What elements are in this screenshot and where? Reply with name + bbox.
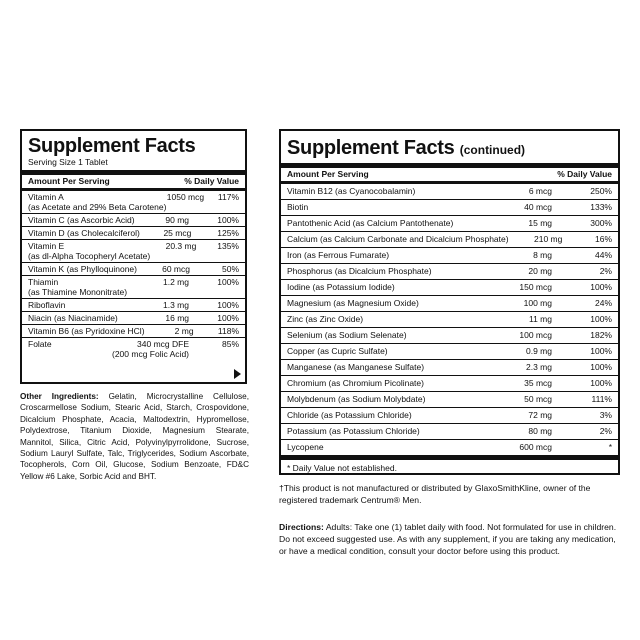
panel-title-text: Supplement Facts [287,137,455,159]
nutrient-row [22,298,245,311]
nutrient-name [287,313,487,326]
nutrient-name [287,281,487,294]
nutrient-name-text: Pantothenic Acid (as Calcium Pantothenate) [287,218,454,228]
nutrient-name [287,377,487,390]
nutrient-name [287,361,487,374]
nutrient-amount [79,339,189,359]
nutrient-name [287,297,487,310]
nutrient-name-text: Thiamin [28,277,59,287]
nutrient-name [287,425,487,438]
nutrient-amount-text: 150 mcg [519,282,552,292]
nutrient-name-text: Chromium (as Chromium Picolinate) [287,378,424,388]
nutrient-amount-text: 2 mg [174,326,194,336]
nutrient-amount [135,215,189,225]
nutrient-amount-text: 90 mg [165,215,189,225]
nutrient-amount-text: 0.9 mg [526,346,552,356]
nutrient-name-text: Vitamin A [28,192,64,202]
nutrient-daily-value: 44% [594,250,612,260]
nutrient-name-text: Selenium (as Sodium Selenate) [287,330,407,340]
nutrient-amount [487,377,552,390]
nutrient-amount-text: 2.3 mg [526,362,552,372]
nutrient-row [281,247,618,263]
nutrient-daily-value: 125% [217,228,239,238]
nutrient-name-text: Iodine (as Potassium Iodide) [287,282,395,292]
nutrient-name [287,249,487,262]
nutrient-row [281,343,618,359]
nutrient-daily-value: 3% [599,410,612,420]
nutrient-row [22,226,245,239]
nutrient-name-text: Lycopene [287,442,324,452]
column-header [281,168,618,181]
nutrient-row [281,199,618,215]
nutrient-amount-text: 60 mcg [162,264,190,274]
nutrient-amount-detail: (200 mcg Folic Acid) [112,349,189,359]
nutrient-daily-value: 100% [217,300,239,310]
nutrient-daily-value: * [608,442,612,452]
amount-per-serving-header: Amount Per Serving [28,176,110,186]
nutrient-amount [487,425,552,438]
nutrient-name [28,228,140,238]
nutrient-daily-value: 2% [599,266,612,276]
nutrient-daily-value: 100% [590,282,612,292]
nutrient-amount-text: 100 mg [523,298,552,308]
nutrient-amount [135,277,189,297]
nutrient-amount [487,329,552,342]
nutrient-name [28,277,135,297]
nutrient-amount [509,233,563,246]
nutrient-daily-value: 117% [217,192,239,202]
supplement-facts-panel-left [20,129,247,384]
nutrient-name-text: Vitamin B12 (as Cyanocobalamin) [287,186,416,196]
other-ingredients-label: Other Ingredients: [20,392,99,401]
nutrient-name [287,393,487,406]
nutrient-amount [145,326,194,336]
nutrient-name [287,409,487,422]
nutrient-name [28,241,150,261]
nutrient-amount [487,441,552,454]
nutrient-row [22,337,245,360]
directions-text: Adults: Take one (1) tablet daily with food. Not formulated for use in children. Do not exceed suggested use. As with any supplement, if you are taking any medication, or have a medical condition, consult your doctor before using this product. [279,522,617,556]
nutrient-daily-value: 135% [217,241,239,251]
nutrient-amount-text: 600 mcg [519,442,552,452]
nutrient-name [287,185,487,198]
nutrient-name-text: Vitamin C (as Ascorbic Acid) [28,215,135,225]
nutrient-daily-value: 100% [590,346,612,356]
nutrient-name [28,313,135,323]
nutrient-name [287,345,487,358]
nutrient-amount [487,217,552,230]
nutrient-amount-text: 80 mg [528,426,552,436]
nutrient-daily-value: 100% [590,314,612,324]
nutrient-amount-text: 1.3 mg [163,300,189,310]
nutrient-amount [135,300,189,310]
nutrient-row [22,239,245,262]
nutrient-row [22,311,245,324]
serving-size: Serving Size 1 Tablet [28,157,108,167]
panel-title: Supplement Facts [28,135,196,157]
nutrient-name [28,326,145,336]
nutrient-daily-value: 50% [221,264,239,274]
nutrient-name-text: Vitamin D (as Cholecalciferol) [28,228,140,238]
nutrient-name-text: Vitamin B6 (as Pyridoxine HCl) [28,326,145,336]
nutrient-amount-text: 20 mg [528,266,552,276]
nutrient-amount [166,192,204,212]
nutrient-amount [487,313,552,326]
nutrient-name-text: Magnesium (as Magnesium Oxide) [287,298,419,308]
nutrient-daily-value: 100% [590,378,612,388]
nutrient-amount [487,361,552,374]
nutrient-row [281,391,618,407]
nutrient-name-text: Copper (as Cupric Sulfate) [287,346,388,356]
nutrient-amount-text: 25 mcg [163,228,192,238]
nutrient-name-text: Iron (as Ferrous Fumarate) [287,250,390,260]
nutrient-amount-text: 210 mg [534,234,563,244]
nutrient-name-text: Folate [28,339,52,349]
supplement-facts-panel-right [279,129,620,475]
nutrient-amount-text: 6 mcg [528,186,552,196]
nutrient-amount [487,249,552,262]
nutrient-daily-value: 100% [217,215,239,225]
nutrient-row [22,324,245,337]
nutrient-daily-value: 2% [599,426,612,436]
nutrient-row [22,213,245,226]
nutrient-row [281,359,618,375]
nutrient-daily-value: 250% [590,186,612,196]
nutrient-daily-value: 300% [590,218,612,228]
panel-title-suffix: (continued) [459,143,526,157]
nutrient-table [22,191,245,360]
nutrient-daily-value: 85% [221,339,239,349]
nutrient-amount-text: 35 mcg [524,378,552,388]
nutrient-name-text: Niacin (as Niacinamide) [28,313,118,323]
nutrient-table [281,184,618,455]
nutrient-amount-text: 11 mg [529,314,552,324]
nutrient-name-text: Vitamin K (as Phylloquinone) [28,264,137,274]
nutrient-daily-value: 182% [590,330,612,340]
nutrient-source: (as Acetate and 29% Beta Carotene) [28,202,167,212]
nutrient-amount-text: 1050 mcg [166,192,205,202]
nutrient-name-text: Manganese (as Manganese Sulfate) [287,362,425,372]
amount-per-serving-header: Amount Per Serving [287,169,369,179]
nutrient-amount [487,297,552,310]
nutrient-name [287,441,487,454]
nutrient-daily-value: 111% [591,394,612,404]
nutrient-name [28,264,137,274]
nutrient-name [28,215,135,225]
nutrient-name-text: Molybdenum (as Sodium Molybdate) [287,394,426,404]
nutrient-name-text: Calcium (as Calcium Carbonate and Dicalcium Phosphate) [287,234,509,244]
nutrient-name [287,265,487,278]
nutrient-name [28,300,135,310]
nutrient-amount-text: 40 mcg [524,202,552,212]
nutrient-row [281,439,618,455]
nutrient-amount [150,241,196,261]
panel-title [281,131,618,163]
nutrient-row [281,311,618,327]
daily-value-header: % Daily Value [184,176,239,186]
nutrient-name-text: Phosphorus (as Dicalcium Phosphate) [287,266,432,276]
nutrient-source: (as dl-Alpha Tocopheryl Acetate) [28,251,151,261]
nutrient-amount-text: 50 mcg [524,394,552,404]
nutrient-name-text: Potassium (as Potassium Chloride) [287,426,420,436]
nutrient-row [22,262,245,275]
nutrient-name [28,192,166,212]
nutrient-amount [135,313,189,323]
other-ingredients [20,391,249,482]
nutrient-daily-value: 133% [590,202,612,212]
nutrient-row [281,423,618,439]
nutrient-row [281,215,618,231]
nutrient-amount-text: 15 mg [528,218,552,228]
continue-arrow-icon [231,368,243,380]
nutrient-row [281,327,618,343]
nutrient-daily-value: 100% [590,362,612,372]
nutrient-amount-text: 16 mg [165,313,189,323]
nutrient-amount-text: 72 mg [528,410,552,420]
nutrient-daily-value: 16% [594,234,612,244]
nutrient-amount [487,201,552,214]
nutrient-row [281,407,618,423]
nutrient-name-text: Chloride (as Potassium Chloride) [287,410,412,420]
nutrient-amount [487,409,552,422]
nutrient-amount [487,393,552,406]
nutrient-amount [487,265,552,278]
nutrient-name [28,339,79,359]
nutrient-daily-value: 118% [217,326,239,336]
nutrient-name [287,217,487,230]
nutrient-amount [487,281,552,294]
nutrient-daily-value: 100% [217,277,239,287]
trademark-disclaimer: †This product is not manufactured or distributed by GlaxoSmithKline, owner of the registered trademark Centrum® Men. [279,483,591,505]
nutrient-name [287,233,509,246]
nutrient-amount-text: 1.2 mg [163,277,189,287]
nutrient-source: (as Thiamine Mononitrate) [28,287,128,297]
nutrient-row [281,263,618,279]
directions-label: Directions: [279,522,324,532]
nutrient-amount [137,264,190,274]
nutrient-amount-text: 8 mg [533,250,552,260]
nutrient-row [281,279,618,295]
column-header [22,175,245,188]
daily-value-header: % Daily Value [557,169,612,179]
nutrient-row [281,295,618,311]
nutrient-name [287,329,487,342]
directions [279,521,624,557]
nutrient-row [281,375,618,391]
nutrient-name-text: Biotin [287,202,309,212]
nutrient-row [281,231,618,247]
nutrient-amount-text: 20.3 mg [165,241,197,251]
nutrient-daily-value: 100% [217,313,239,323]
nutrient-row [281,184,618,199]
nutrient-row [22,191,245,213]
nutrient-amount [487,345,552,358]
nutrient-amount [487,185,552,198]
nutrient-name-text: Vitamin E [28,241,65,251]
nutrient-amount [140,228,192,238]
nutrient-name [287,201,487,214]
nutrient-name-text: Zinc (as Zinc Oxide) [287,314,364,324]
nutrient-daily-value: 24% [594,298,612,308]
nutrient-row [22,275,245,298]
other-ingredients-text: Gelatin, Microcrystalline Cellulose, Croscarmellose Sodium, Stearic Acid, Starch, Crospovidone, Dicalcium Phosphate, Acacia, Maltodextrin, Hypromellose, Polydextrose, Titanium Dioxide, Magnesium Stearate, Mannitol, Silica, Citric Acid, Polyvinylpyrrolidone, Sucrose, Sodium Lauryl Sulfate, Talc, Triglycerides, Sodium Ascorbate, Tocopherols, Corn Oil, Glucose, Sodium Benzoate, FD&C Yellow #6 Lake, Sorbic Acid and BHT. [20,392,249,481]
nutrient-amount-text: 340 mcg DFE [137,339,189,349]
daily-value-footnote: * Daily Value not established. [287,463,397,473]
nutrient-amount-text: 100 mcg [519,330,552,340]
nutrient-name-text: Riboflavin [28,300,66,310]
